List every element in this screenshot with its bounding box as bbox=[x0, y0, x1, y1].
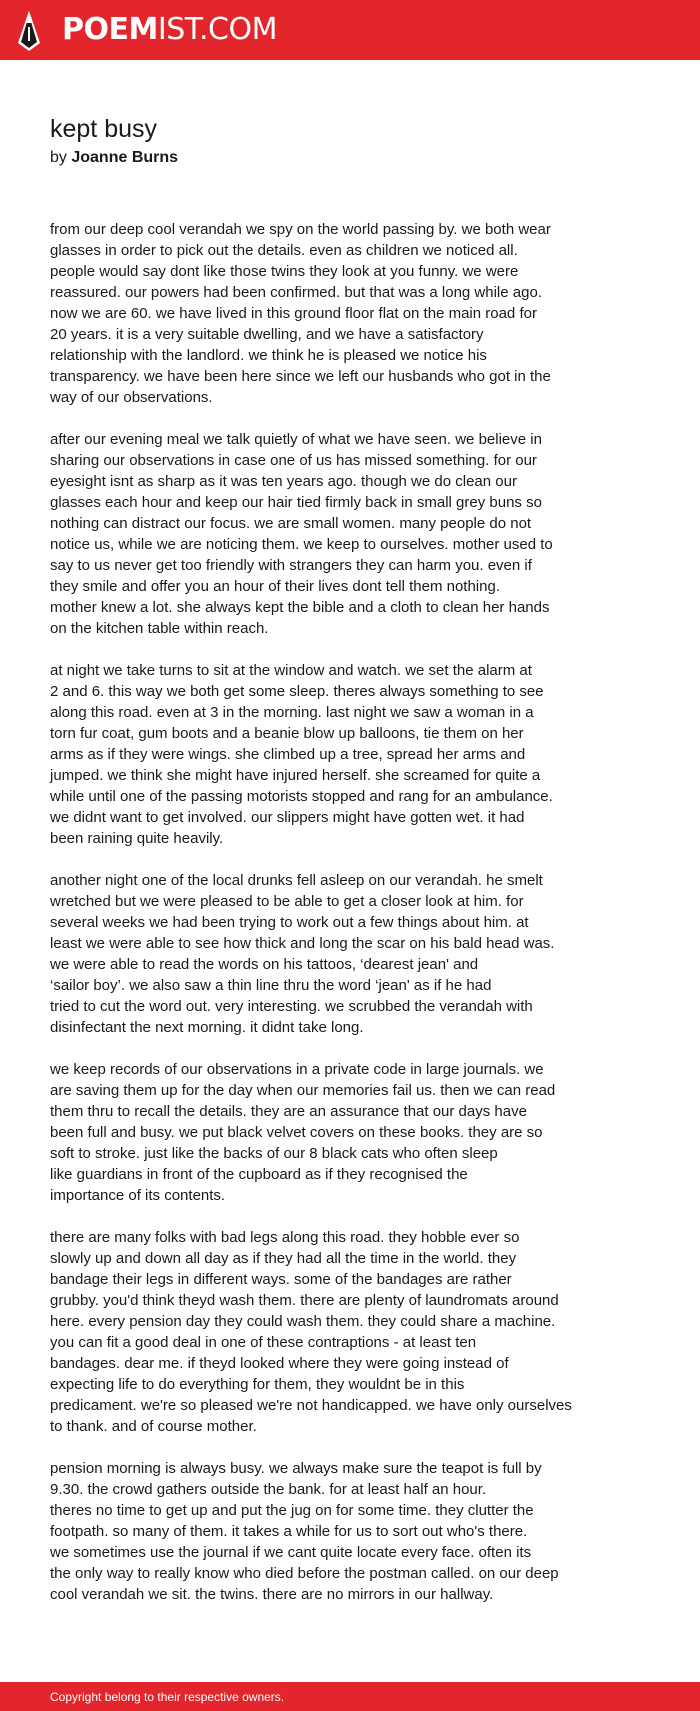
poem-line: like guardians in front of the cupboard as if they recognised the bbox=[50, 1166, 468, 1183]
poem-line: mother knew a lot. she always kept the bible and a cloth to clean her hands bbox=[50, 599, 550, 616]
poem-title: kept busy bbox=[50, 115, 158, 143]
poem-line: we keep records of our observations in a private code in large journals. we bbox=[50, 1061, 544, 1078]
poem-line: at night we take turns to sit at the window and watch. we set the alarm at bbox=[50, 662, 532, 679]
poem-line: wretched but we were pleased to be able to get a closer look at him. for bbox=[50, 893, 524, 910]
poem-line: say to us never get too friendly with strangers they can harm you. even if bbox=[50, 557, 532, 574]
poem-line: cool verandah we sit. the twins. there are no mirrors in our hallway. bbox=[50, 1586, 494, 1603]
stanza bbox=[50, 870, 650, 1038]
stanza bbox=[50, 1227, 650, 1437]
poem-line: them thru to recall the details. they are an assurance that our days have bbox=[50, 1103, 527, 1120]
poem-line: ‘sailor boy’. we also saw a thin line thru the word ‘jean' as if he had bbox=[50, 977, 492, 994]
poem-line: importance of its contents. bbox=[50, 1187, 226, 1204]
poem-line: the only way to really know who died before the postman called. on our deep bbox=[50, 1565, 559, 1582]
poem-line: jumped. we think she might have injured herself. she screamed for quite a bbox=[50, 767, 541, 784]
by-label: by bbox=[50, 149, 67, 166]
poem-line: sharing our observations in case one of us has missed something. for our bbox=[50, 452, 537, 469]
poem-line: bandages. dear me. if theyd looked where they were going instead of bbox=[50, 1355, 509, 1372]
poem-line: been raining quite heavily. bbox=[50, 830, 224, 847]
poem-line: glasses in order to pick out the details. even as children we noticed all. bbox=[50, 242, 518, 259]
poem-line: 2 and 6. this way we both get some sleep. theres always something to see bbox=[50, 683, 544, 700]
poem-line: now we are 60. we have lived in this ground floor flat on the main road for bbox=[50, 305, 537, 322]
poem-line: 20 years. it is a very suitable dwelling, and we have a satisfactory bbox=[50, 326, 484, 343]
poem-line: pension morning is always busy. we always make sure the teapot is full by bbox=[50, 1460, 542, 1477]
poem-line: eyesight isnt as sharp as it was ten years ago. though we do clean our bbox=[50, 473, 517, 490]
author-name: Joanne Burns bbox=[71, 149, 179, 166]
poem-line: from our deep cool verandah we spy on the world passing by. we both wear bbox=[50, 221, 551, 238]
poem-line: footpath. so many of them. it takes a while for us to sort out who's there. bbox=[50, 1523, 528, 1540]
byline bbox=[50, 147, 178, 169]
poem-line: grubby. you'd think theyd wash them. there are plenty of laundromats around bbox=[50, 1292, 559, 1309]
poem-line: arms as if they were wings. she climbed up a tree, spread her arms and bbox=[50, 746, 526, 763]
poem-line: there are many folks with bad legs along this road. they hobble ever so bbox=[50, 1229, 520, 1246]
stanza bbox=[50, 219, 650, 408]
site-header bbox=[0, 0, 700, 60]
poem-line: notice us, while we are noticing them. we keep to ourselves. mother used to bbox=[50, 536, 553, 553]
site-footer bbox=[0, 1682, 700, 1711]
poem-line: tried to cut the word out. very interesting. we scrubbed the verandah with bbox=[50, 998, 533, 1015]
poem-line: we sometimes use the journal if we cant quite locate every face. often its bbox=[50, 1544, 532, 1561]
poem-line: slowly up and down all day as if they had all the time in the world. they bbox=[50, 1250, 517, 1267]
poem-line: nothing can distract our focus. we are small women. many people do not bbox=[50, 515, 532, 532]
stanza bbox=[50, 429, 650, 639]
poem-body bbox=[50, 219, 650, 1626]
poem-line: soft to stroke. just like the backs of our 8 black cats who often sleep bbox=[50, 1145, 498, 1162]
poem-line: we didnt want to get involved. our slippers might have gotten wet. it had bbox=[50, 809, 525, 826]
poem-line: people would say dont like those twins they look at you funny. we were bbox=[50, 263, 519, 280]
pen-nib-icon[interactable] bbox=[16, 9, 42, 53]
poem-line: several weeks we had been trying to work out a few things about him. at bbox=[50, 914, 529, 931]
poem-line: reassured. our powers had been confirmed. but that was a long while ago. bbox=[50, 284, 542, 301]
poem-line: least we were able to see how thick and long the scar on his bald head was. bbox=[50, 935, 555, 952]
poem-line: they smile and offer you an hour of their lives dont tell them nothing. bbox=[50, 578, 500, 595]
poem-line: been full and busy. we put black velvet covers on these books. they are so bbox=[50, 1124, 543, 1141]
stanza bbox=[50, 1059, 650, 1206]
poem-line: way of our observations. bbox=[50, 389, 213, 406]
poem-line: another night one of the local drunks fell asleep on our verandah. he smelt bbox=[50, 872, 543, 889]
poem-line: glasses each hour and keep our hair tied firmly back in small grey buns so bbox=[50, 494, 542, 511]
site-logo[interactable] bbox=[62, 13, 277, 47]
poem-line: you can fit a good deal in one of these contraptions - at least ten bbox=[50, 1334, 477, 1351]
poem-line: bandage their legs in different ways. some of the bandages are rather bbox=[50, 1271, 512, 1288]
poem-line: on the kitchen table within reach. bbox=[50, 620, 269, 637]
stanza bbox=[50, 1458, 650, 1605]
poem-line: are saving them up for the day when our memories fail us. then we can read bbox=[50, 1082, 556, 1099]
poem-line: while until one of the passing motorists stopped and rang for an ambulance. bbox=[50, 788, 553, 805]
poem-line: theres no time to get up and put the jug on for some time. they clutter the bbox=[50, 1502, 534, 1519]
poem-line: disinfectant the next morning. it didnt take long. bbox=[50, 1019, 364, 1036]
poem-line: after our evening meal we talk quietly of what we have seen. we believe in bbox=[50, 431, 542, 448]
copyright-text: Copyright belong to their respective owners. bbox=[50, 1690, 285, 1704]
poem-line: relationship with the landlord. we think he is pleased we notice his bbox=[50, 347, 487, 364]
poem-line: to thank. and of course mother. bbox=[50, 1418, 257, 1435]
poem-line: 9.30. the crowd gathers outside the bank. for at least half an hour. bbox=[50, 1481, 487, 1498]
logo-light-text: IST.COM bbox=[157, 12, 277, 47]
poem-line: here. every pension day they could wash them. they could share a machine. bbox=[50, 1313, 556, 1330]
poem-line: expecting life to do everything for them, they wouldnt be in this bbox=[50, 1376, 465, 1393]
stanza bbox=[50, 660, 650, 849]
logo-bold-text: POEM bbox=[62, 12, 158, 47]
poem-line: we were able to read the words on his tattoos, ‘dearest jean' and bbox=[50, 956, 479, 973]
poem-line: transparency. we have been here since we left our husbands who got in the bbox=[50, 368, 551, 385]
poem-line: along this road. even at 3 in the morning. last night we saw a woman in a bbox=[50, 704, 534, 721]
poem-line: torn fur coat, gum boots and a beanie blow up balloons, tie them on her bbox=[50, 725, 524, 742]
poem-line: predicament. we're so pleased we're not handicapped. we have only ourselves bbox=[50, 1397, 572, 1414]
